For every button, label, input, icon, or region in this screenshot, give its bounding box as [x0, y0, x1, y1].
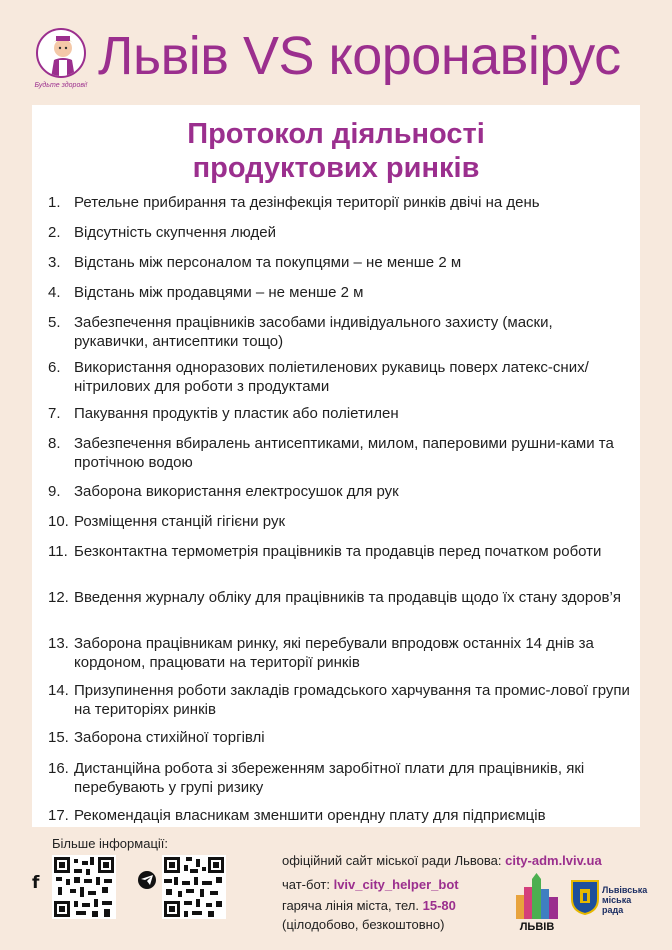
- protocol-title-line-1: Протокол діяльності: [187, 118, 485, 150]
- site-label: офіційний сайт міської ради Львова:: [282, 853, 502, 868]
- qr-code-telegram[interactable]: [162, 855, 226, 919]
- item-number: 14.: [48, 682, 69, 699]
- item-text: Безконтактна термометрія працівників та продавців перед початком роботи: [74, 543, 602, 560]
- item-number: 7.: [48, 405, 61, 422]
- hotline-label: гаряча лінія міста, тел.: [282, 898, 420, 913]
- protocol-card: [32, 105, 640, 827]
- lviv-city-logo: [512, 873, 562, 935]
- item-text: Відсутність скупчення людей: [74, 224, 276, 241]
- chatbot-line: [282, 875, 459, 894]
- hotline-number[interactable]: 15-80: [422, 898, 456, 913]
- item-number: 5.: [48, 314, 61, 331]
- campaign-logo: [30, 28, 90, 96]
- item-text: Заборона стихійної торгівлі: [74, 729, 265, 746]
- campaign-title: Львів VS коронавірус: [98, 26, 621, 86]
- item-number: 4.: [48, 284, 61, 301]
- item-number: 13.: [48, 635, 69, 652]
- city-council-name: [602, 885, 652, 915]
- council-text-line-1: Львівська: [602, 885, 648, 895]
- city-council-crest-icon: [570, 879, 600, 915]
- item-number: 16.: [48, 760, 69, 777]
- item-number: 8.: [48, 435, 61, 452]
- site-url-link[interactable]: city-adm.lviv.ua: [505, 853, 602, 868]
- item-text: Рекомендація власникам зменшити орендну плату для підприємців: [74, 807, 546, 824]
- item-text: Заборона працівникам ринку, які перебували впродовж останніх 14 днів за кордоном, працювати на території ринків: [74, 635, 594, 671]
- item-number: 2.: [48, 224, 61, 241]
- item-text: Відстань між персоналом та покупцями – не менше 2 м: [74, 254, 462, 271]
- hotline-note: (цілодобово, безкоштовно): [282, 917, 445, 932]
- qr-code-facebook[interactable]: [52, 855, 116, 919]
- more-info-label: Більше інформації:: [52, 836, 168, 851]
- item-text: Заборона використання електросушок для рук: [74, 483, 399, 500]
- item-text: Забезпечення вбиралень антисептиками, милом, паперовими рушни-ками та протічною водою: [74, 435, 614, 471]
- item-text: Пакування продуктів у пластик або поліетилен: [74, 405, 399, 422]
- hotline-line: [282, 896, 456, 915]
- item-text: Використання одноразових поліетиленових рукавиць поверх латекс-сних/нітрилових для роботи з продуктами: [74, 359, 589, 395]
- item-number: 11.: [48, 543, 68, 560]
- footer: [0, 827, 672, 950]
- item-text: Введення журналу обліку для працівників та продавців щодо їх стану здоров’я: [74, 589, 621, 606]
- item-number: 15.: [48, 729, 69, 746]
- item-number: 1.: [48, 194, 61, 211]
- item-text: Відстань між продавцями – не менше 2 м: [74, 284, 364, 301]
- item-number: 6.: [48, 359, 61, 376]
- protocol-title-line-2: продуктових ринків: [192, 152, 480, 184]
- item-number: 9.: [48, 483, 61, 500]
- item-text: Забезпечення працівників засобами індивідуального захисту (маски, рукавички, антисептики тощо): [74, 314, 553, 350]
- item-text: Ретельне прибирання та дезінфекція території ринків двічі на день: [74, 194, 540, 211]
- item-number: 17.: [48, 807, 69, 824]
- council-text-line-2: міська: [602, 895, 632, 905]
- lion-mascot-icon: [36, 28, 86, 78]
- item-text: Дистанційна робота зі збереженням заробітної плати для працівників, які перебувають у групі ризику: [74, 760, 585, 796]
- chatbot-label: чат-бот:: [282, 877, 330, 892]
- site-line: [282, 851, 602, 870]
- item-number: 3.: [48, 254, 61, 271]
- item-text: Призупинення роботи закладів громадського харчування та промис-лової групи на територіях ринків: [74, 682, 630, 718]
- chatbot-link[interactable]: lviv_city_helper_bot: [333, 877, 459, 892]
- telegram-icon[interactable]: [138, 871, 156, 889]
- header: [0, 0, 672, 105]
- item-text: Розміщення станцій гігієни рук: [74, 513, 286, 530]
- facebook-icon[interactable]: f: [32, 873, 40, 893]
- logo-caption: Будьте здорові!: [34, 82, 88, 89]
- item-number: 12.: [48, 589, 69, 606]
- protocol-title: [32, 117, 640, 185]
- city-logo-text: ЛЬВІВ: [519, 921, 555, 933]
- council-text-line-3: рада: [602, 905, 624, 915]
- item-number: 10.: [48, 513, 69, 530]
